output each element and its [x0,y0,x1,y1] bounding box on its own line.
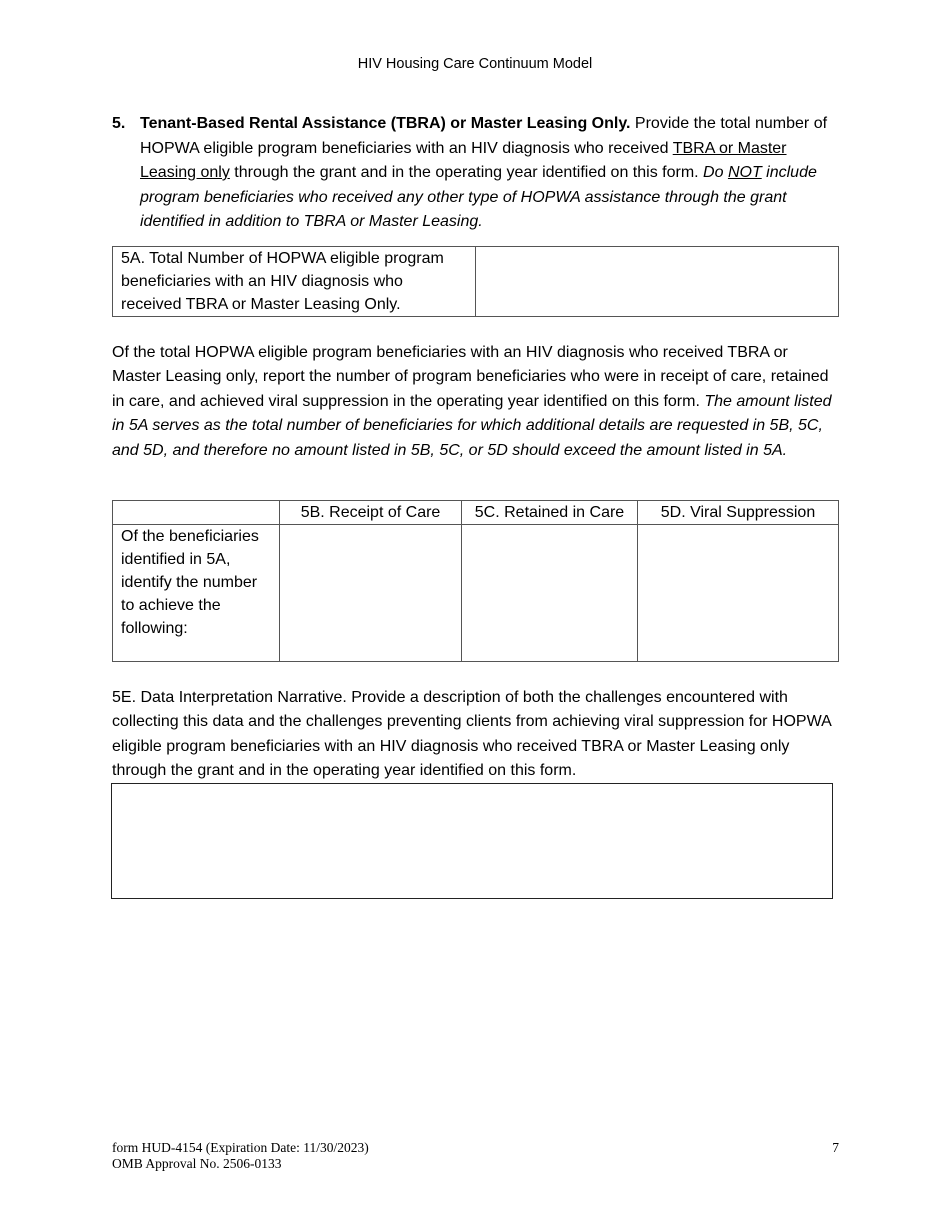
table-5c-header: 5C. Retained in Care [462,501,638,525]
section-italic-b: include program beneficiaries who received any other type of HOPWA assistance through the grant identified in addition to TBRA or Master Leasing. [140,164,817,230]
table-5a [112,246,839,317]
paragraph-of-total [112,341,840,463]
footer-omb-line: OMB Approval No. 2506-0133 [112,1156,282,1171]
section-italic-not: NOT [727,164,762,181]
section-italic-a: Do [703,164,728,181]
section-heading: Tenant-Based Rental Assistance (TBRA) or Master Leasing Only. [140,115,631,132]
table-5bcd-header-blank [113,501,280,525]
table-5d-header: 5D. Viral Suppression [638,501,839,525]
table-5d-value-field[interactable] [638,525,839,662]
table-5b-header: 5B. Receipt of Care [280,501,462,525]
footer-form-line: form HUD-4154 (Expiration Date: 11/30/2023) [112,1140,369,1155]
page-number: 7 [832,1140,839,1155]
table-5a-value-field[interactable] [476,247,839,317]
footer-form-info [112,1140,369,1172]
section-text-a: Provide the total number of HOPWA eligible program beneficiaries with an HIV diagnosis who received [140,115,828,157]
table-5bcd-row-label: Of the beneficiaries identified in 5A, identify the number to achieve the following: [113,525,280,662]
page-header-title: HIV Housing Care Continuum Model [357,56,593,72]
paragraph-of-total-text: Of the total HOPWA eligible program beneficiaries with an HIV diagnosis who received TBRA or Master Leasing only, report the number of program beneficiaries who were in receipt of care, retained in care, and achieved viral suppression in the operating year identified on this form. [112,344,829,410]
table-5c-value-field[interactable] [462,525,638,662]
section-underline-tbra: TBRA or Master Leasing only [140,139,787,181]
narrative-text-box[interactable] [111,783,833,899]
section-5e-text: 5E. Data Interpretation Narrative. Provide a description of both the challenges encountered with collecting this data and the challenges preventing clients from achieving viral suppression for HOPWA eligible program beneficiaries with an HIV diagnosis who received TBRA or Master Leasing only through the grant and in the operating year identified on this form. [112,689,831,780]
section-number: 5. [112,115,126,132]
section-5-body [140,112,840,235]
section-text-b: through the grant and in the operating year identified on this form. [229,164,704,181]
paragraph-of-total-italic: The amount listed in 5A serves as the total number of beneficiaries for which additional details are requested in 5B, 5C, and 5D, and therefore no amount listed in 5B, 5C, or 5D should exceed the amount listed in 5A. [112,392,832,459]
section-5 [112,112,840,235]
table-5b-value-field[interactable] [280,525,462,662]
table-5a-label: 5A. Total Number of HOPWA eligible program beneficiaries with an HIV diagnosis who received TBRA or Master Leasing Only. [113,247,476,317]
table-5bcd [112,500,839,662]
